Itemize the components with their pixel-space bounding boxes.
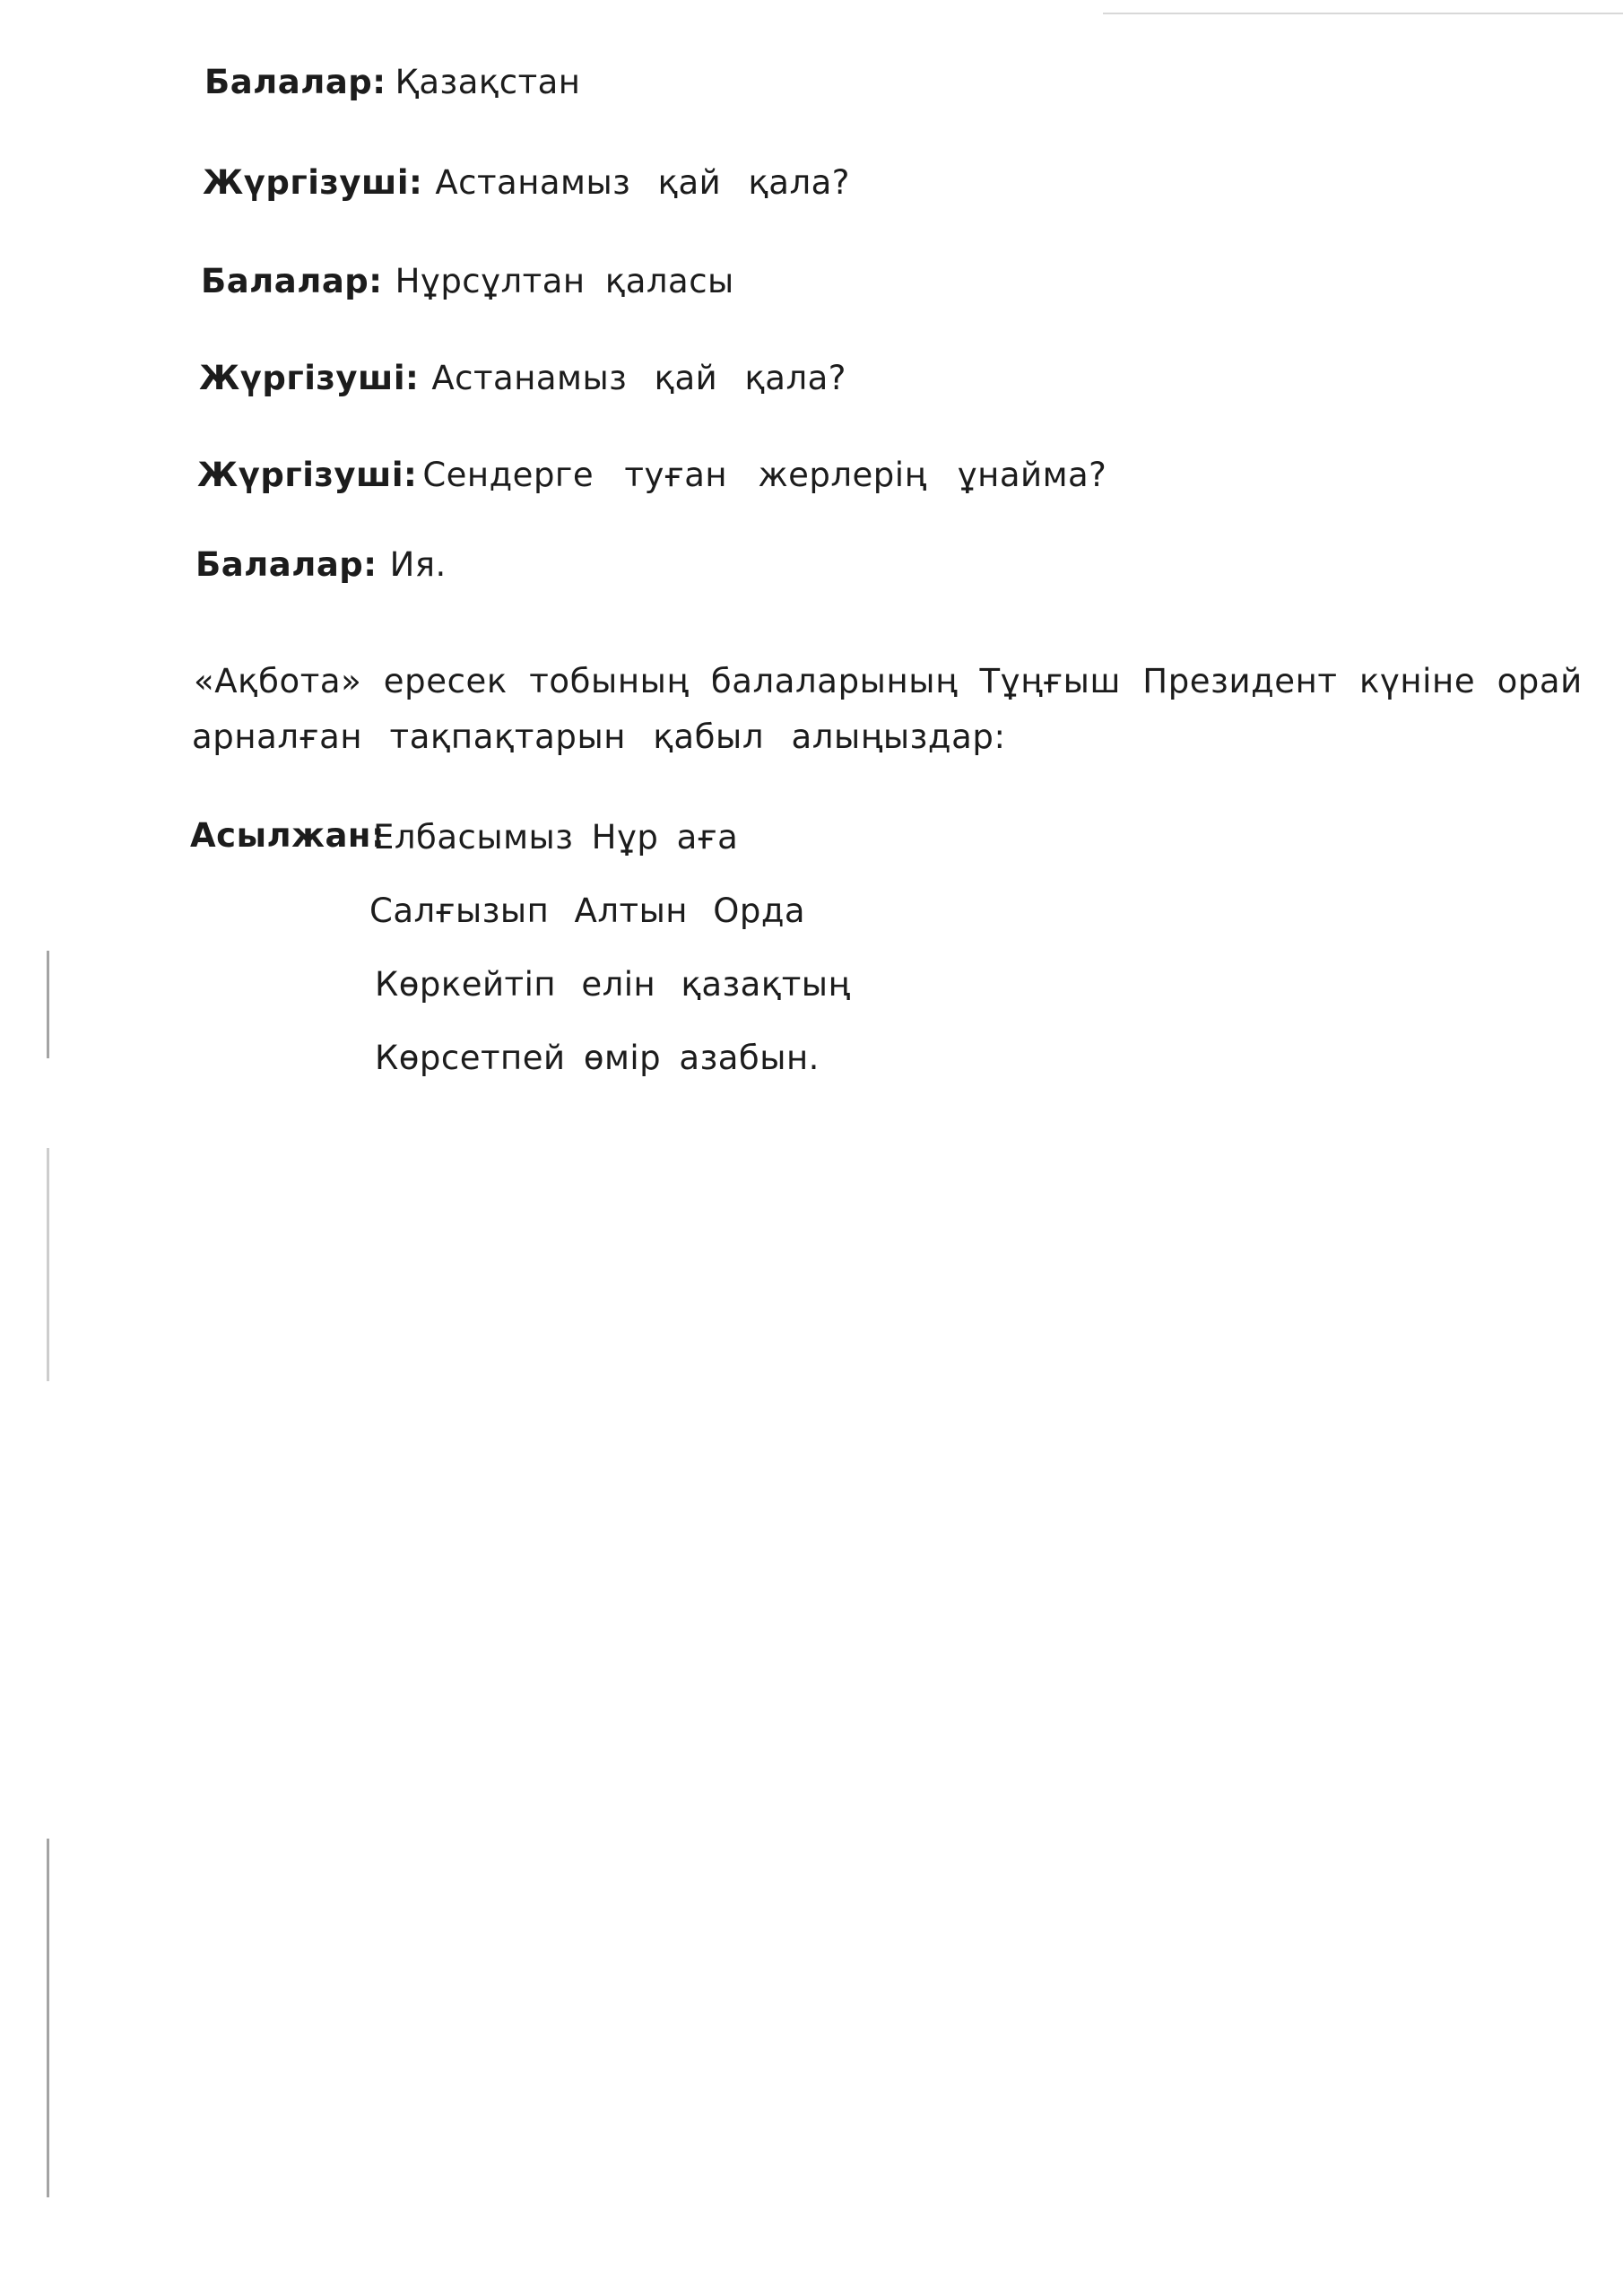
dialogue-line [199, 359, 846, 398]
intro-line-1: «Ақбота» ересек тобының балаларының Тұңғыш Президент күніне орай [194, 662, 1583, 700]
dialogue-text: Астанамыз қай қала? [431, 359, 846, 397]
dialogue-text: Астанамыз қай қала? [435, 163, 850, 202]
speaker-label: Балалар: [201, 262, 383, 300]
scan-edge-mark [47, 1148, 49, 1381]
dialogue-line [201, 262, 734, 301]
scan-edge-top [1103, 13, 1623, 14]
intro-line-2: арналған тақпақтарын қабыл алыңыздар: [192, 718, 1006, 756]
dialogue-line [204, 63, 581, 102]
poem-line: Елбасымыз Нұр аға [373, 818, 739, 857]
dialogue-text: Қазақстан [395, 63, 581, 101]
speaker-label: Балалар: [204, 63, 386, 101]
dialogue-text: Сендерге туған жерлерің ұнайма? [422, 456, 1107, 494]
dialogue-line [203, 163, 850, 203]
poem-speaker-line [190, 816, 385, 856]
speaker-label: Балалар: [195, 545, 378, 584]
speaker-label: Асылжан: [190, 816, 386, 855]
poem-line: Көрсетпей өмір азабын. [375, 1039, 820, 1077]
scan-edge-mark [47, 1839, 49, 2197]
dialogue-line [197, 456, 1107, 495]
dialogue-line [195, 545, 447, 585]
speaker-label: Жүргізуші: [203, 163, 423, 202]
speaker-label: Жүргізуші: [199, 359, 420, 397]
scan-edge-mark [47, 951, 49, 1058]
dialogue-text: Ия. [389, 545, 447, 584]
poem-line: Көркейтіп елін қазақтың [375, 965, 851, 1004]
poem-line: Салғызып Алтын Орда [369, 891, 806, 930]
speaker-label: Жүргізуші: [197, 456, 418, 494]
dialogue-text: Нұрсұлтан қаласы [395, 262, 734, 300]
